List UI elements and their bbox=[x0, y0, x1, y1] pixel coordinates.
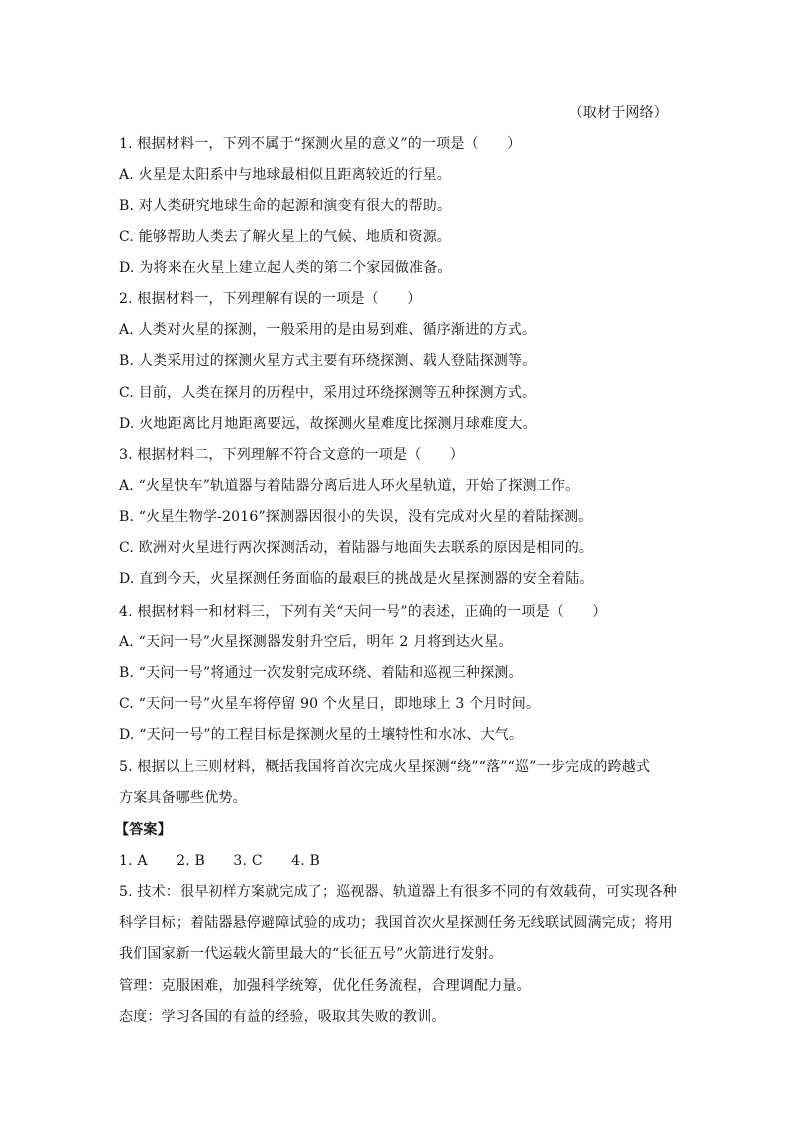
question-1-stem: 1. 根据材料一，下列不属于“探测火星的意义”的一项是（ ） bbox=[119, 136, 522, 152]
question-3-option-a: A. “火星快车”轨道器与着陆器分离后进人环火星轨道，开始了探测工作。 bbox=[119, 478, 580, 494]
question-3-option-b: B. “火星生物学-2016”探测器因很小的失误，没有完成对火星的着陆探测。 bbox=[119, 509, 593, 525]
question-4-option-a: A. “天问一号”火星探测器发射升空后，明年 2 月将到达火星。 bbox=[119, 634, 513, 650]
question-4-stem: 4. 根据材料一和材料三，下列有关“天问一号”的表述，正确的一项是（ ） bbox=[119, 604, 607, 620]
answer-attitude: 态度：学习各国的有益的经验，吸取其失败的教训。 bbox=[119, 1009, 446, 1025]
question-3-option-d: D. 直到今天，火星探测任务面临的最艰巨的挑战是火星探测器的安全着陆。 bbox=[119, 571, 594, 587]
answer-5-line-1: 5. 技术：很早初样方案就完成了；巡视器、轨道器上有很多不同的有效载荷，可实现各种 bbox=[119, 884, 678, 900]
question-3-option-c: C. 欧洲对火星进行两次探测活动，着陆器与地面失去联系的原因是相同的。 bbox=[119, 540, 594, 556]
question-1-option-c: C. 能够帮助人类去了解火星上的气候、地质和资源。 bbox=[119, 229, 452, 245]
question-3-stem: 3. 根据材料二，下列理解不符合文意的一项是（ ） bbox=[119, 447, 465, 463]
question-1-option-d: D. 为将来在火星上建立起人类的第二个家园做准备。 bbox=[119, 260, 452, 276]
question-2-option-c: C. 目前，人类在探月的历程中，采用过环绕探测等五种探测方式。 bbox=[119, 385, 537, 401]
question-4-option-c: C. “天问一号”火星车将停留 90 个火星日，即地球上 3 个月时间。 bbox=[119, 696, 541, 712]
question-2-option-d: D. 火地距离比月地距离要远，故探测火星难度比探测月球难度大。 bbox=[119, 416, 537, 432]
question-2-option-b: B. 人类采用过的探测火星方式主要有环绕探测、载人登陆探测等。 bbox=[119, 353, 537, 369]
question-1-option-a: A. 火星是太阳系中与地球最相似且距离较近的行星。 bbox=[119, 167, 452, 183]
answer-5-line-3: 我们国家新一代运载火箭里最大的“长征五号”火箭进行发射。 bbox=[119, 946, 503, 962]
question-5-line-1: 5. 根据以上三则材料，概括我国将首次完成火星探测“绕”“落”“巡”一步完成的跨越式 bbox=[119, 759, 651, 775]
source-note: （取材于网络） bbox=[568, 105, 668, 121]
answer-5-line-2: 科学目标；着陆器悬停避障试验的成功；我国首次火星探测任务无线联试圆满完成；将用 bbox=[119, 915, 673, 931]
question-1-option-b: B. 对人类研究地球生命的起源和演变有很大的帮助。 bbox=[119, 198, 452, 214]
answer-multiple-choice: 1. A 2. B 3. C 4. B bbox=[119, 853, 321, 869]
answer-heading: 【答案】 bbox=[115, 822, 172, 838]
question-2-option-a: A. 人类对火星的探测，一般采用的是由易到难、循序渐进的方式。 bbox=[119, 322, 537, 338]
question-4-option-b: B. “天问一号”将通过一次发射完成环绕、着陆和巡视三种探测。 bbox=[119, 665, 523, 681]
question-4-option-d: D. “天问一号”的工程目标是探测火星的土壤特性和水冰、大气。 bbox=[119, 727, 524, 743]
question-5-line-2: 方案具备哪些优势。 bbox=[119, 790, 247, 806]
answer-management: 管理：克服困难，加强科学统筹，优化任务流程，合理调配力量。 bbox=[119, 978, 531, 994]
question-2-stem: 2. 根据材料一，下列理解有误的一项是（ ） bbox=[119, 291, 422, 307]
